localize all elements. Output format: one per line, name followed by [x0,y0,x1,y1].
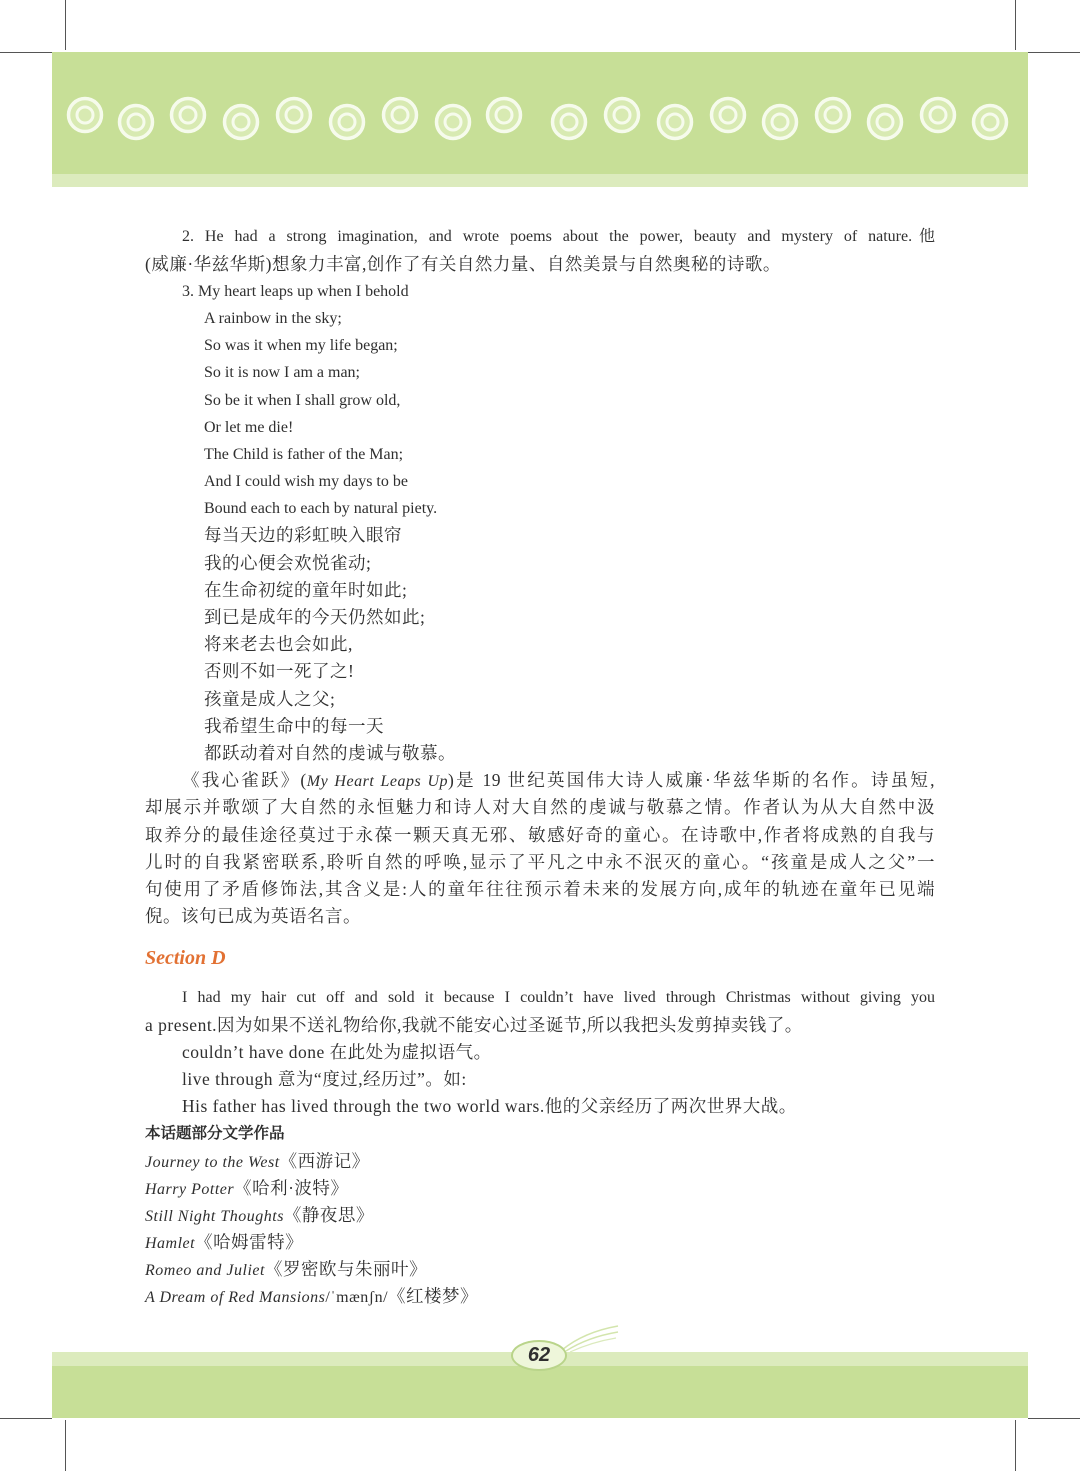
commentary-line: 儿时的自我紧密联系,聆听自然的呼唤,显示了平凡之中永不泯灭的童心。“孩童是成人之父”一 [145,851,935,872]
work-title: A Dream of Red Mansions [145,1289,326,1307]
poem-en-line: So be it when I shall grow old, [204,391,401,409]
section-d-note-2: live through 意为“度过,经历过”。如: [182,1068,467,1089]
work-title: Harry Potter [145,1180,235,1198]
poem-cn-line: 我的心便会欢悦雀动; [204,552,372,573]
poem-en-line: So it is now I am a man; [204,364,360,382]
poem-en-line: And I could wish my days to be [204,473,408,491]
section-d-example: His father has lived through the two world wars.他的父亲经历了两次世界大战。 [182,1096,797,1117]
crop-mark-bottom-left-v [65,1420,66,1471]
footer-band [52,1366,1028,1418]
ring-ornament [384,99,417,132]
poem-cn-line: 我希望生命中的每一天 [204,715,384,736]
ring-ornament [488,99,521,132]
work-item [145,1175,935,1202]
work-cn-title: 《西游记》 [279,1150,370,1171]
work-title: Hamlet [145,1235,196,1253]
work-cn-title: 《哈姆雷特》 [195,1232,304,1253]
section-d-content [145,984,935,1310]
ring-ornament [69,99,102,132]
crop-mark-top-right-h [1028,52,1080,53]
ring-ornament [225,106,258,139]
note-2-line-2: (威廉·华兹华斯)想象力丰富,创作了有关自然力量、自然美景与自然奥秘的诗歌。 [145,253,781,274]
poem-cn-line: 将来老去也会如此, [204,634,353,655]
ring-ornament [764,106,797,139]
poem-cn-line: 在生命初绽的童年时如此; [204,579,408,600]
poem-cn-line: 到已是成年的今天仍然如此; [204,607,426,628]
commentary-line: 句使用了矛盾修饰法,其含义是:人的童年往往预示着未来的发展方向,成年的轨迹在童年已见端 [145,878,935,899]
poem-en-line: So was it when my life began; [204,337,398,355]
work-title: Still Night Thoughts [145,1207,284,1225]
commentary-line-1 [145,767,935,794]
poem-en-line: A rainbow in the sky; [204,309,342,327]
swoosh-ornament [560,1322,620,1352]
work-item [145,1256,935,1283]
poem-en-line: Bound each to each by natural piety. [204,500,438,518]
work-item [145,1283,935,1310]
ring-ornament [606,99,639,132]
section-d-sentence-line-2: a present.因为如果不送礼物给你,我就不能安心过圣诞节,所以我把头发剪掉卖钱了。 [145,1014,803,1035]
crop-mark-top-right-v [1015,0,1016,50]
ring-ornament [922,99,955,132]
commentary-line: 取养分的最佳途径莫过于永葆一颗天真无邪、敏感好奇的童心。在诗歌中,作者将成熟的自我与 [145,824,935,845]
work-cn-title: 《罗密欧与朱丽叶》 [264,1259,427,1280]
poem-cn-line: 否则不如一死了之! [204,661,355,682]
works-heading: 本话题部分文学作品 [145,1124,285,1143]
ring-ornament [553,106,586,139]
poem-cn-line: 每当天边的彩虹映入眼帘 [204,525,402,546]
note-3-line-1: 3. My heart leaps up when I behold [182,282,409,300]
work-cn-title: 《红楼梦》 [388,1286,479,1307]
ring-ornament [712,99,745,132]
ring-ornament [437,106,470,139]
crop-mark-bottom-left-h [0,1418,52,1419]
section-d-sentence-line-1: I had my hair cut off and sold it because I couldn’t have lived through Christmas without giving you [182,989,935,1007]
poem-cn-line: 都跃动着对自然的虔诚与敬慕。 [204,742,456,763]
ring-ornament [278,99,311,132]
poem-cn-line: 孩童是成人之父; [204,688,336,709]
ring-ornament [172,99,205,132]
crop-mark-bottom-right-h [1028,1418,1080,1419]
page-number: 62 [511,1340,567,1371]
commentary-poem-title: My Heart Leaps Up [306,773,449,791]
crop-mark-top-left-h [0,52,52,53]
section-d-title: Section D [145,947,226,969]
commentary-open: 《我心雀跃》( [182,770,307,791]
crop-mark-bottom-right-v [1015,1420,1016,1471]
crop-mark-top-left-v [65,0,66,50]
work-phonetic: /ˈmænʃn/ [325,1289,389,1307]
section-c-notes [145,223,935,930]
work-item [145,1148,935,1175]
header-strip [52,174,1028,187]
work-cn-title: 《哈利·波特》 [234,1177,349,1198]
work-title: Romeo and Juliet [145,1262,265,1280]
commentary-line: 却展示并歌颂了大自然的永恒魅力和诗人对大自然的虔诚与敬慕之情。作者认为从大自然中汲 [145,797,935,818]
ring-ornament [659,106,692,139]
header-ring-ornaments [52,52,1028,174]
work-item [145,1229,935,1256]
work-cn-title: 《静夜思》 [283,1204,374,1225]
ring-ornament [120,106,153,139]
section-d-note-1: couldn’t have done 在此处为虚拟语气。 [182,1041,492,1062]
poem-en-line: The Child is father of the Man; [204,445,404,463]
note-2-line-1: 2. He had a strong imagination, and wrote poems about the power, beauty and mystery of nature.他 [182,228,935,246]
commentary-line: 倪。该句已成为英语名言。 [145,906,361,927]
work-item [145,1202,935,1229]
ring-ornament [331,106,364,139]
ring-ornament [869,106,902,139]
poem-en-line: Or let me die! [204,418,294,436]
ring-ornament [974,106,1007,139]
work-title: Journey to the West [145,1153,280,1171]
commentary-rest: )是 19 世纪英国伟大诗人威廉·华兹华斯的名作。诗虽短, [448,770,936,791]
ring-ornament [817,99,850,132]
